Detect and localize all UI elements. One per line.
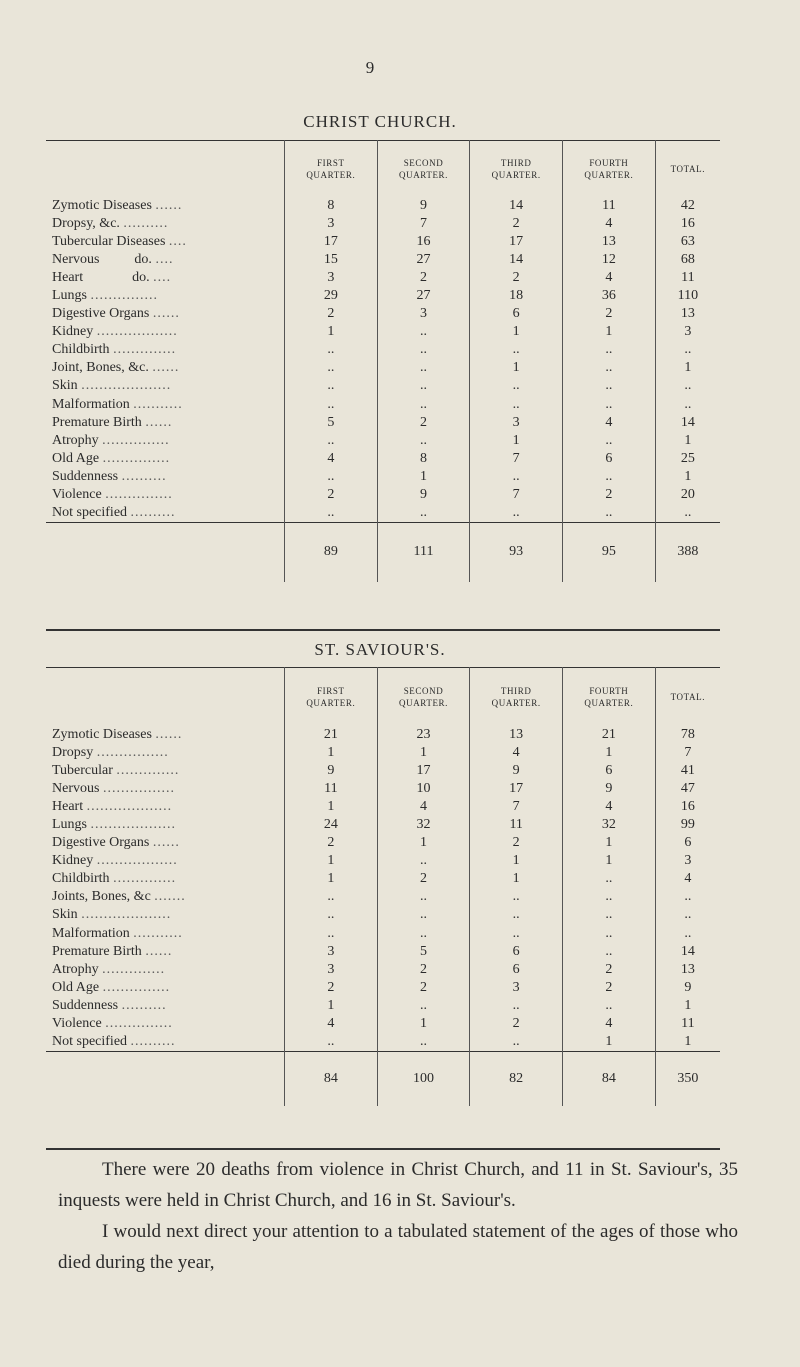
cell-q3: ..: [470, 341, 563, 359]
cell-q3: 9: [470, 762, 563, 780]
column-header: FOURTH QUARTER.: [563, 668, 656, 726]
row-label: Lungs ...................: [46, 816, 285, 834]
cell-q1: ..: [285, 1033, 378, 1051]
cell-total: ..: [684, 504, 692, 520]
cell-q4: 4: [563, 798, 656, 816]
row-label: Suddenness ..........: [46, 997, 285, 1015]
table-row: [46, 870, 720, 888]
cell-q2: 23: [377, 726, 470, 744]
cell-q1: 17: [285, 233, 378, 251]
table-row: [46, 943, 720, 961]
cell-q1: 3: [285, 943, 378, 961]
row-label: Dropsy ................: [46, 744, 285, 762]
cell-total: 16: [680, 798, 695, 814]
total-q3: 93: [470, 522, 563, 582]
cell-total: 1: [684, 468, 692, 484]
table-row: [46, 323, 720, 341]
cell-total: 1: [684, 997, 692, 1013]
total-q3: 82: [470, 1051, 563, 1106]
table-row: [46, 780, 720, 798]
cell-q2: 7: [377, 215, 470, 233]
row-label: Joint, Bones, &c. ......: [46, 359, 285, 377]
cell-q4: ..: [563, 432, 656, 450]
table-row: [46, 377, 720, 395]
column-header: THIRD QUARTER.: [470, 668, 563, 726]
cell-q1: 21: [285, 726, 378, 744]
cell-total: 25: [680, 450, 695, 466]
cell-q2: ..: [377, 888, 470, 906]
cell-q1: 3: [285, 269, 378, 287]
cell-q4: ..: [563, 997, 656, 1015]
table-row: [46, 197, 720, 215]
cell-q3: 13: [470, 726, 563, 744]
total-q2: 111: [377, 522, 470, 582]
table-row: [46, 816, 720, 834]
cell-q3: 1: [470, 432, 563, 450]
cell-q4: ..: [563, 468, 656, 486]
cell-total: 6: [684, 835, 692, 851]
cell-q2: 9: [377, 486, 470, 504]
row-label: Dropsy, &c. ..........: [46, 215, 285, 233]
table-row: [46, 341, 720, 359]
table-row: [46, 798, 720, 816]
cell-q1: ..: [285, 432, 378, 450]
cell-q2: 9: [377, 197, 470, 215]
cell-q3: 2: [470, 1015, 563, 1033]
cell-q2: 2: [377, 870, 470, 888]
cell-q3: 1: [470, 870, 563, 888]
totals-label: [46, 522, 285, 582]
cell-total: 1: [684, 1033, 692, 1049]
cell-total: 99: [680, 817, 695, 833]
row-label: Childbirth ..............: [46, 341, 285, 359]
cell-q4: ..: [563, 925, 656, 943]
row-label: Suddenness ..........: [46, 468, 285, 486]
table-row: [46, 744, 720, 762]
cell-q2: ..: [377, 359, 470, 377]
cell-q3: 2: [470, 269, 563, 287]
cell-q4: ..: [563, 504, 656, 522]
row-label: Heart do. ....: [46, 269, 285, 287]
cell-q1: ..: [285, 468, 378, 486]
row-label: Lungs ...............: [46, 287, 285, 305]
cell-total: 20: [680, 487, 695, 503]
cell-q4: 1: [563, 323, 656, 341]
cell-total: 68: [680, 251, 695, 267]
column-header: FOURTH QUARTER.: [563, 141, 656, 197]
cell-total: 63: [680, 233, 695, 249]
table-row: [46, 215, 720, 233]
cell-q3: 6: [470, 305, 563, 323]
cell-q4: 9: [563, 780, 656, 798]
column-header: TOTAL.: [655, 668, 720, 726]
cell-q4: 1: [563, 834, 656, 852]
cell-q1: ..: [285, 906, 378, 924]
cell-q1: ..: [285, 377, 378, 395]
cell-total: 13: [680, 961, 695, 977]
column-header: FIRST QUARTER.: [285, 141, 378, 197]
row-label: Digestive Organs ......: [46, 834, 285, 852]
cell-total: 11: [681, 269, 695, 285]
cell-total: 14: [680, 414, 695, 430]
cell-total: 13: [680, 306, 695, 322]
cell-q3: ..: [470, 925, 563, 943]
cell-total: 42: [680, 197, 695, 213]
table-row: [46, 432, 720, 450]
cell-q4: ..: [563, 888, 656, 906]
table-row: [46, 852, 720, 870]
row-label: Old Age ...............: [46, 979, 285, 997]
cell-q4: 4: [563, 215, 656, 233]
cell-q3: 6: [470, 943, 563, 961]
cell-q1: ..: [285, 925, 378, 943]
row-label: Zymotic Diseases ......: [46, 726, 285, 744]
cell-q2: 32: [377, 816, 470, 834]
cell-q2: 5: [377, 943, 470, 961]
cell-q3: 3: [470, 979, 563, 997]
cell-q3: 1: [470, 323, 563, 341]
cell-total: 7: [684, 744, 692, 760]
cell-q2: 2: [377, 961, 470, 979]
table-row: [46, 1015, 720, 1033]
cell-q3: 1: [470, 359, 563, 377]
cell-q1: 8: [285, 197, 378, 215]
cell-q3: ..: [470, 396, 563, 414]
cell-q3: ..: [470, 888, 563, 906]
row-label: Nervous ................: [46, 780, 285, 798]
cell-q2: ..: [377, 377, 470, 395]
cell-q3: ..: [470, 1033, 563, 1051]
cell-q4: ..: [563, 870, 656, 888]
cell-q3: ..: [470, 504, 563, 522]
cell-q3: 1: [470, 852, 563, 870]
table-row: [46, 997, 720, 1015]
cell-total: 78: [680, 726, 695, 742]
cell-total: ..: [684, 889, 692, 905]
table-row: [46, 305, 720, 323]
cell-q2: ..: [377, 997, 470, 1015]
cell-total: 3: [684, 324, 692, 340]
cell-q4: 11: [563, 197, 656, 215]
table-row: [46, 359, 720, 377]
cell-total: ..: [684, 925, 692, 941]
table-row: [46, 269, 720, 287]
cell-q2: ..: [377, 1033, 470, 1051]
cell-q3: 18: [470, 287, 563, 305]
row-label: Zymotic Diseases ......: [46, 197, 285, 215]
cell-q2: 27: [377, 251, 470, 269]
row-label: Kidney ..................: [46, 323, 285, 341]
cell-q4: 1: [563, 852, 656, 870]
cell-q4: 2: [563, 486, 656, 504]
cell-q2: 27: [377, 287, 470, 305]
bottom-divider: [46, 1148, 720, 1150]
cell-q1: ..: [285, 341, 378, 359]
cell-q3: 7: [470, 450, 563, 468]
cell-total: 4: [684, 871, 692, 887]
table-row: [46, 504, 720, 522]
cell-q4: 6: [563, 450, 656, 468]
cell-q1: 1: [285, 852, 378, 870]
cell-q2: 2: [377, 269, 470, 287]
total-q4: 84: [563, 1051, 656, 1106]
cell-q2: ..: [377, 323, 470, 341]
cell-q2: 2: [377, 414, 470, 432]
cell-total: ..: [684, 396, 692, 412]
total-q1: 89: [285, 522, 378, 582]
cell-q2: 1: [377, 468, 470, 486]
row-label: Nervous do. ....: [46, 251, 285, 269]
cell-q1: 4: [285, 1015, 378, 1033]
cell-q4: ..: [563, 943, 656, 961]
total-q2: 100: [377, 1051, 470, 1106]
cell-q4: ..: [563, 341, 656, 359]
table-row: [46, 1033, 720, 1051]
cell-total: 41: [680, 762, 695, 778]
cell-total: 3: [684, 853, 692, 869]
table-row: [46, 450, 720, 468]
column-header: TOTAL.: [655, 141, 720, 197]
table-row: [46, 414, 720, 432]
cell-q1: 29: [285, 287, 378, 305]
cell-q4: 2: [563, 305, 656, 323]
total-total: 350: [655, 1051, 720, 1106]
cell-q2: 3: [377, 305, 470, 323]
cell-q4: 21: [563, 726, 656, 744]
totals-label: [46, 1051, 285, 1106]
cell-q4: 1: [563, 1033, 656, 1051]
cell-q1: 9: [285, 762, 378, 780]
body-text: [58, 1154, 738, 1278]
row-label: Digestive Organs ......: [46, 305, 285, 323]
cell-q1: 4: [285, 450, 378, 468]
cell-q4: 2: [563, 961, 656, 979]
cell-q4: 2: [563, 979, 656, 997]
total-q4: 95: [563, 522, 656, 582]
cell-q2: 1: [377, 834, 470, 852]
cell-total: ..: [684, 907, 692, 923]
table-row: [46, 287, 720, 305]
row-label: Not specified ..........: [46, 1033, 285, 1051]
cell-q2: 17: [377, 762, 470, 780]
cell-q1: 2: [285, 979, 378, 997]
cell-q3: 2: [470, 834, 563, 852]
row-label: Violence ...............: [46, 486, 285, 504]
cell-total: 47: [680, 780, 695, 796]
st-saviours-title: ST. SAVIOUR'S.: [314, 640, 446, 659]
cell-q2: 16: [377, 233, 470, 251]
row-label: Skin ....................: [46, 377, 285, 395]
cell-q1: 1: [285, 798, 378, 816]
paragraph-ages: I would next direct your attention to a tabulated statement of the ages of those who died during the year,: [58, 1221, 738, 1273]
christ-church-table: [46, 140, 720, 582]
cell-q4: 4: [563, 414, 656, 432]
cell-q3: 17: [470, 233, 563, 251]
cell-q1: 1: [285, 744, 378, 762]
cell-q1: 2: [285, 305, 378, 323]
cell-total: 9: [684, 979, 692, 995]
paragraph-violence: There were 20 deaths from violence in Christ Church, and 11 in St. Saviour's, 35 inquests were held in Christ Church, and 16 in St. Saviour's.: [58, 1159, 738, 1211]
table-row: [46, 888, 720, 906]
cell-q1: ..: [285, 888, 378, 906]
cell-q3: 14: [470, 251, 563, 269]
cell-q3: 7: [470, 798, 563, 816]
row-label: Kidney ..................: [46, 852, 285, 870]
cell-q3: 17: [470, 780, 563, 798]
cell-q3: ..: [470, 997, 563, 1015]
cell-q4: 13: [563, 233, 656, 251]
cell-q3: ..: [470, 906, 563, 924]
table-row: [46, 468, 720, 486]
row-label: Tubercular Diseases ....: [46, 233, 285, 251]
cell-q2: ..: [377, 432, 470, 450]
cell-q3: 7: [470, 486, 563, 504]
row-label: Old Age ...............: [46, 450, 285, 468]
cell-q3: 11: [470, 816, 563, 834]
cell-q2: ..: [377, 925, 470, 943]
cell-q2: ..: [377, 396, 470, 414]
st-saviours-table: [46, 667, 720, 1106]
cell-q1: 1: [285, 870, 378, 888]
cell-q4: 1: [563, 744, 656, 762]
cell-q4: ..: [563, 359, 656, 377]
cell-q4: 32: [563, 816, 656, 834]
cell-q2: ..: [377, 341, 470, 359]
cell-q2: ..: [377, 906, 470, 924]
table-row: [46, 961, 720, 979]
cell-q3: ..: [470, 468, 563, 486]
row-label: Skin ....................: [46, 906, 285, 924]
cell-q4: ..: [563, 377, 656, 395]
cell-total: 1: [684, 360, 692, 376]
table-row: [46, 762, 720, 780]
cell-q1: 2: [285, 486, 378, 504]
cell-q4: 4: [563, 269, 656, 287]
row-label: Atrophy ..............: [46, 961, 285, 979]
cell-q2: ..: [377, 504, 470, 522]
column-header: THIRD QUARTER.: [470, 141, 563, 197]
cell-q4: 4: [563, 1015, 656, 1033]
cell-q2: 1: [377, 744, 470, 762]
cell-q3: 14: [470, 197, 563, 215]
cell-q3: 2: [470, 215, 563, 233]
row-label: Childbirth ..............: [46, 870, 285, 888]
cell-total: 1: [684, 432, 692, 448]
row-label: Atrophy ...............: [46, 432, 285, 450]
row-label: Premature Birth ......: [46, 414, 285, 432]
row-label: Tubercular ..............: [46, 762, 285, 780]
column-header: SECOND QUARTER.: [377, 141, 470, 197]
total-q1: 84: [285, 1051, 378, 1106]
column-header: SECOND QUARTER.: [377, 668, 470, 726]
cell-total: 16: [680, 215, 695, 231]
header-blank: [46, 668, 285, 726]
christ-church-title: CHRIST CHURCH.: [303, 112, 457, 131]
cell-q4: 6: [563, 762, 656, 780]
cell-q1: 3: [285, 961, 378, 979]
table-row: [46, 906, 720, 924]
row-label: Malformation ...........: [46, 396, 285, 414]
cell-q2: ..: [377, 852, 470, 870]
cell-q1: 3: [285, 215, 378, 233]
row-label: Violence ...............: [46, 1015, 285, 1033]
table-row: [46, 834, 720, 852]
cell-q3: 3: [470, 414, 563, 432]
cell-q1: 1: [285, 997, 378, 1015]
cell-q1: ..: [285, 359, 378, 377]
cell-q4: 12: [563, 251, 656, 269]
total-total: 388: [655, 522, 720, 582]
cell-q4: ..: [563, 396, 656, 414]
cell-q1: ..: [285, 396, 378, 414]
cell-q1: 11: [285, 780, 378, 798]
table-row: [46, 925, 720, 943]
cell-q2: 1: [377, 1015, 470, 1033]
totals-row: [46, 1051, 720, 1106]
table-row: [46, 251, 720, 269]
cell-q1: 24: [285, 816, 378, 834]
table-row: [46, 486, 720, 504]
row-label: Premature Birth ......: [46, 943, 285, 961]
cell-q2: 8: [377, 450, 470, 468]
cell-q1: 15: [285, 251, 378, 269]
table-row: [46, 726, 720, 744]
page-number: 9: [365, 58, 375, 77]
cell-q2: 2: [377, 979, 470, 997]
header-blank: [46, 141, 285, 197]
row-label: Not specified ..........: [46, 504, 285, 522]
cell-total: 14: [680, 943, 695, 959]
table-row: [46, 396, 720, 414]
totals-row: [46, 522, 720, 582]
cell-q1: 5: [285, 414, 378, 432]
cell-q4: 36: [563, 287, 656, 305]
column-header: FIRST QUARTER.: [285, 668, 378, 726]
section-divider: [46, 629, 720, 631]
cell-q1: ..: [285, 504, 378, 522]
row-label: Joints, Bones, &c .......: [46, 888, 285, 906]
cell-q2: 10: [377, 780, 470, 798]
cell-total: ..: [684, 378, 692, 394]
cell-q1: 1: [285, 323, 378, 341]
cell-total: ..: [684, 342, 692, 358]
table-row: [46, 979, 720, 997]
cell-q1: 2: [285, 834, 378, 852]
cell-q2: 4: [377, 798, 470, 816]
cell-q4: ..: [563, 906, 656, 924]
cell-q3: ..: [470, 377, 563, 395]
cell-q3: 6: [470, 961, 563, 979]
table-row: [46, 233, 720, 251]
cell-q3: 4: [470, 744, 563, 762]
row-label: Heart ...................: [46, 798, 285, 816]
cell-total: 11: [681, 1016, 695, 1032]
cell-total: 110: [677, 288, 699, 304]
row-label: Malformation ...........: [46, 925, 285, 943]
